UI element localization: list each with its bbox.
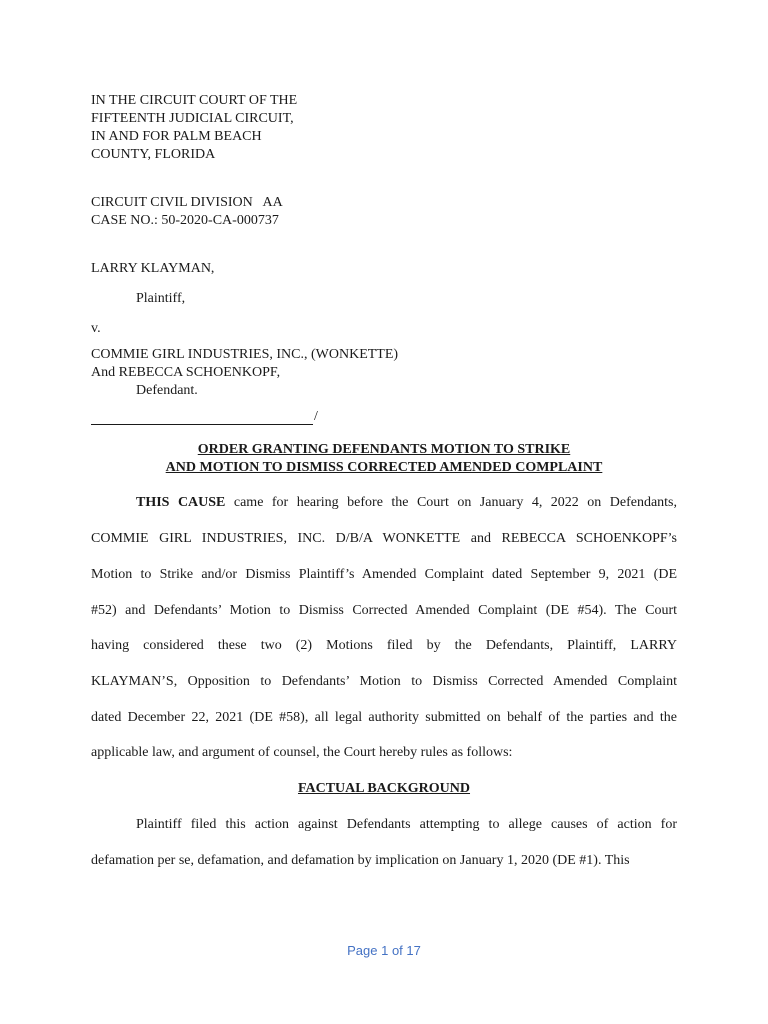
paragraph-1-line-4: #52) and Defendants’ Motion to Dismiss Corrected Amended Complaint (DE #54). The Court: [91, 603, 677, 618]
signature-rule: [91, 424, 313, 425]
paragraph-2-line-1: Plaintiff filed this action against Defendants attempting to allege causes of action for: [136, 817, 677, 832]
versus: v.: [91, 321, 101, 336]
order-title-line-2: AND MOTION TO DISMISS CORRECTED AMENDED COMPLAINT: [165, 460, 603, 475]
paragraph-1-line-1-rest: came for hearing before the Court on January 4, 2022 on Defendants,: [225, 495, 678, 510]
paragraph-1-line-7: dated December 22, 2021 (DE #58), all legal authority submitted on behalf of the parties and the: [91, 710, 677, 725]
paragraph-1-line-5: having considered these two (2) Motions filed by the Defendants, Plaintiff, LARRY: [91, 638, 677, 653]
court-header-line-3: IN AND FOR PALM BEACH: [91, 129, 262, 144]
court-header-line-2: FIFTEENTH JUDICIAL CIRCUIT,: [91, 111, 294, 126]
plaintiff-name: LARRY KLAYMAN,: [91, 261, 215, 276]
signature-slash: /: [314, 409, 318, 424]
defendant-role: Defendant.: [136, 383, 198, 398]
division-line: CIRCUIT CIVIL DIVISION AA: [91, 195, 283, 210]
court-header-line-1: IN THE CIRCUIT COURT OF THE: [91, 93, 298, 108]
page-footer: Page 1 of 17: [347, 943, 421, 958]
paragraph-2-line-2: defamation per se, defamation, and defamation by implication on January 1, 2020 (DE #1). This: [91, 853, 630, 868]
paragraph-1-line-3: Motion to Strike and/or Dismiss Plaintiff’s Amended Complaint dated September 9, 2021 (DE: [91, 567, 677, 582]
paragraph-1-line-6: KLAYMAN’S, Opposition to Defendants’ Motion to Dismiss Corrected Amended Complaint: [91, 674, 677, 689]
paragraph-1-line-8: applicable law, and argument of counsel, the Court hereby rules as follows:: [91, 745, 513, 760]
section-heading: FACTUAL BACKGROUND: [297, 781, 471, 796]
plaintiff-role: Plaintiff,: [136, 291, 186, 306]
this-cause-lead: THIS CAUSE: [136, 495, 226, 510]
paragraph-1-line-1: [136, 494, 677, 512]
order-title-line-1: ORDER GRANTING DEFENDANTS MOTION TO STRIKE: [197, 442, 571, 457]
court-header-line-4: COUNTY, FLORIDA: [91, 147, 216, 162]
paragraph-1-line-2: COMMIE GIRL INDUSTRIES, INC. D/B/A WONKETTE and REBECCA SCHOENKOPF’s: [91, 531, 677, 546]
defendant-line-1: COMMIE GIRL INDUSTRIES, INC., (WONKETTE): [91, 347, 399, 362]
case-number: CASE NO.: 50-2020-CA-000737: [91, 213, 279, 228]
defendant-line-2: And REBECCA SCHOENKOPF,: [91, 365, 281, 380]
